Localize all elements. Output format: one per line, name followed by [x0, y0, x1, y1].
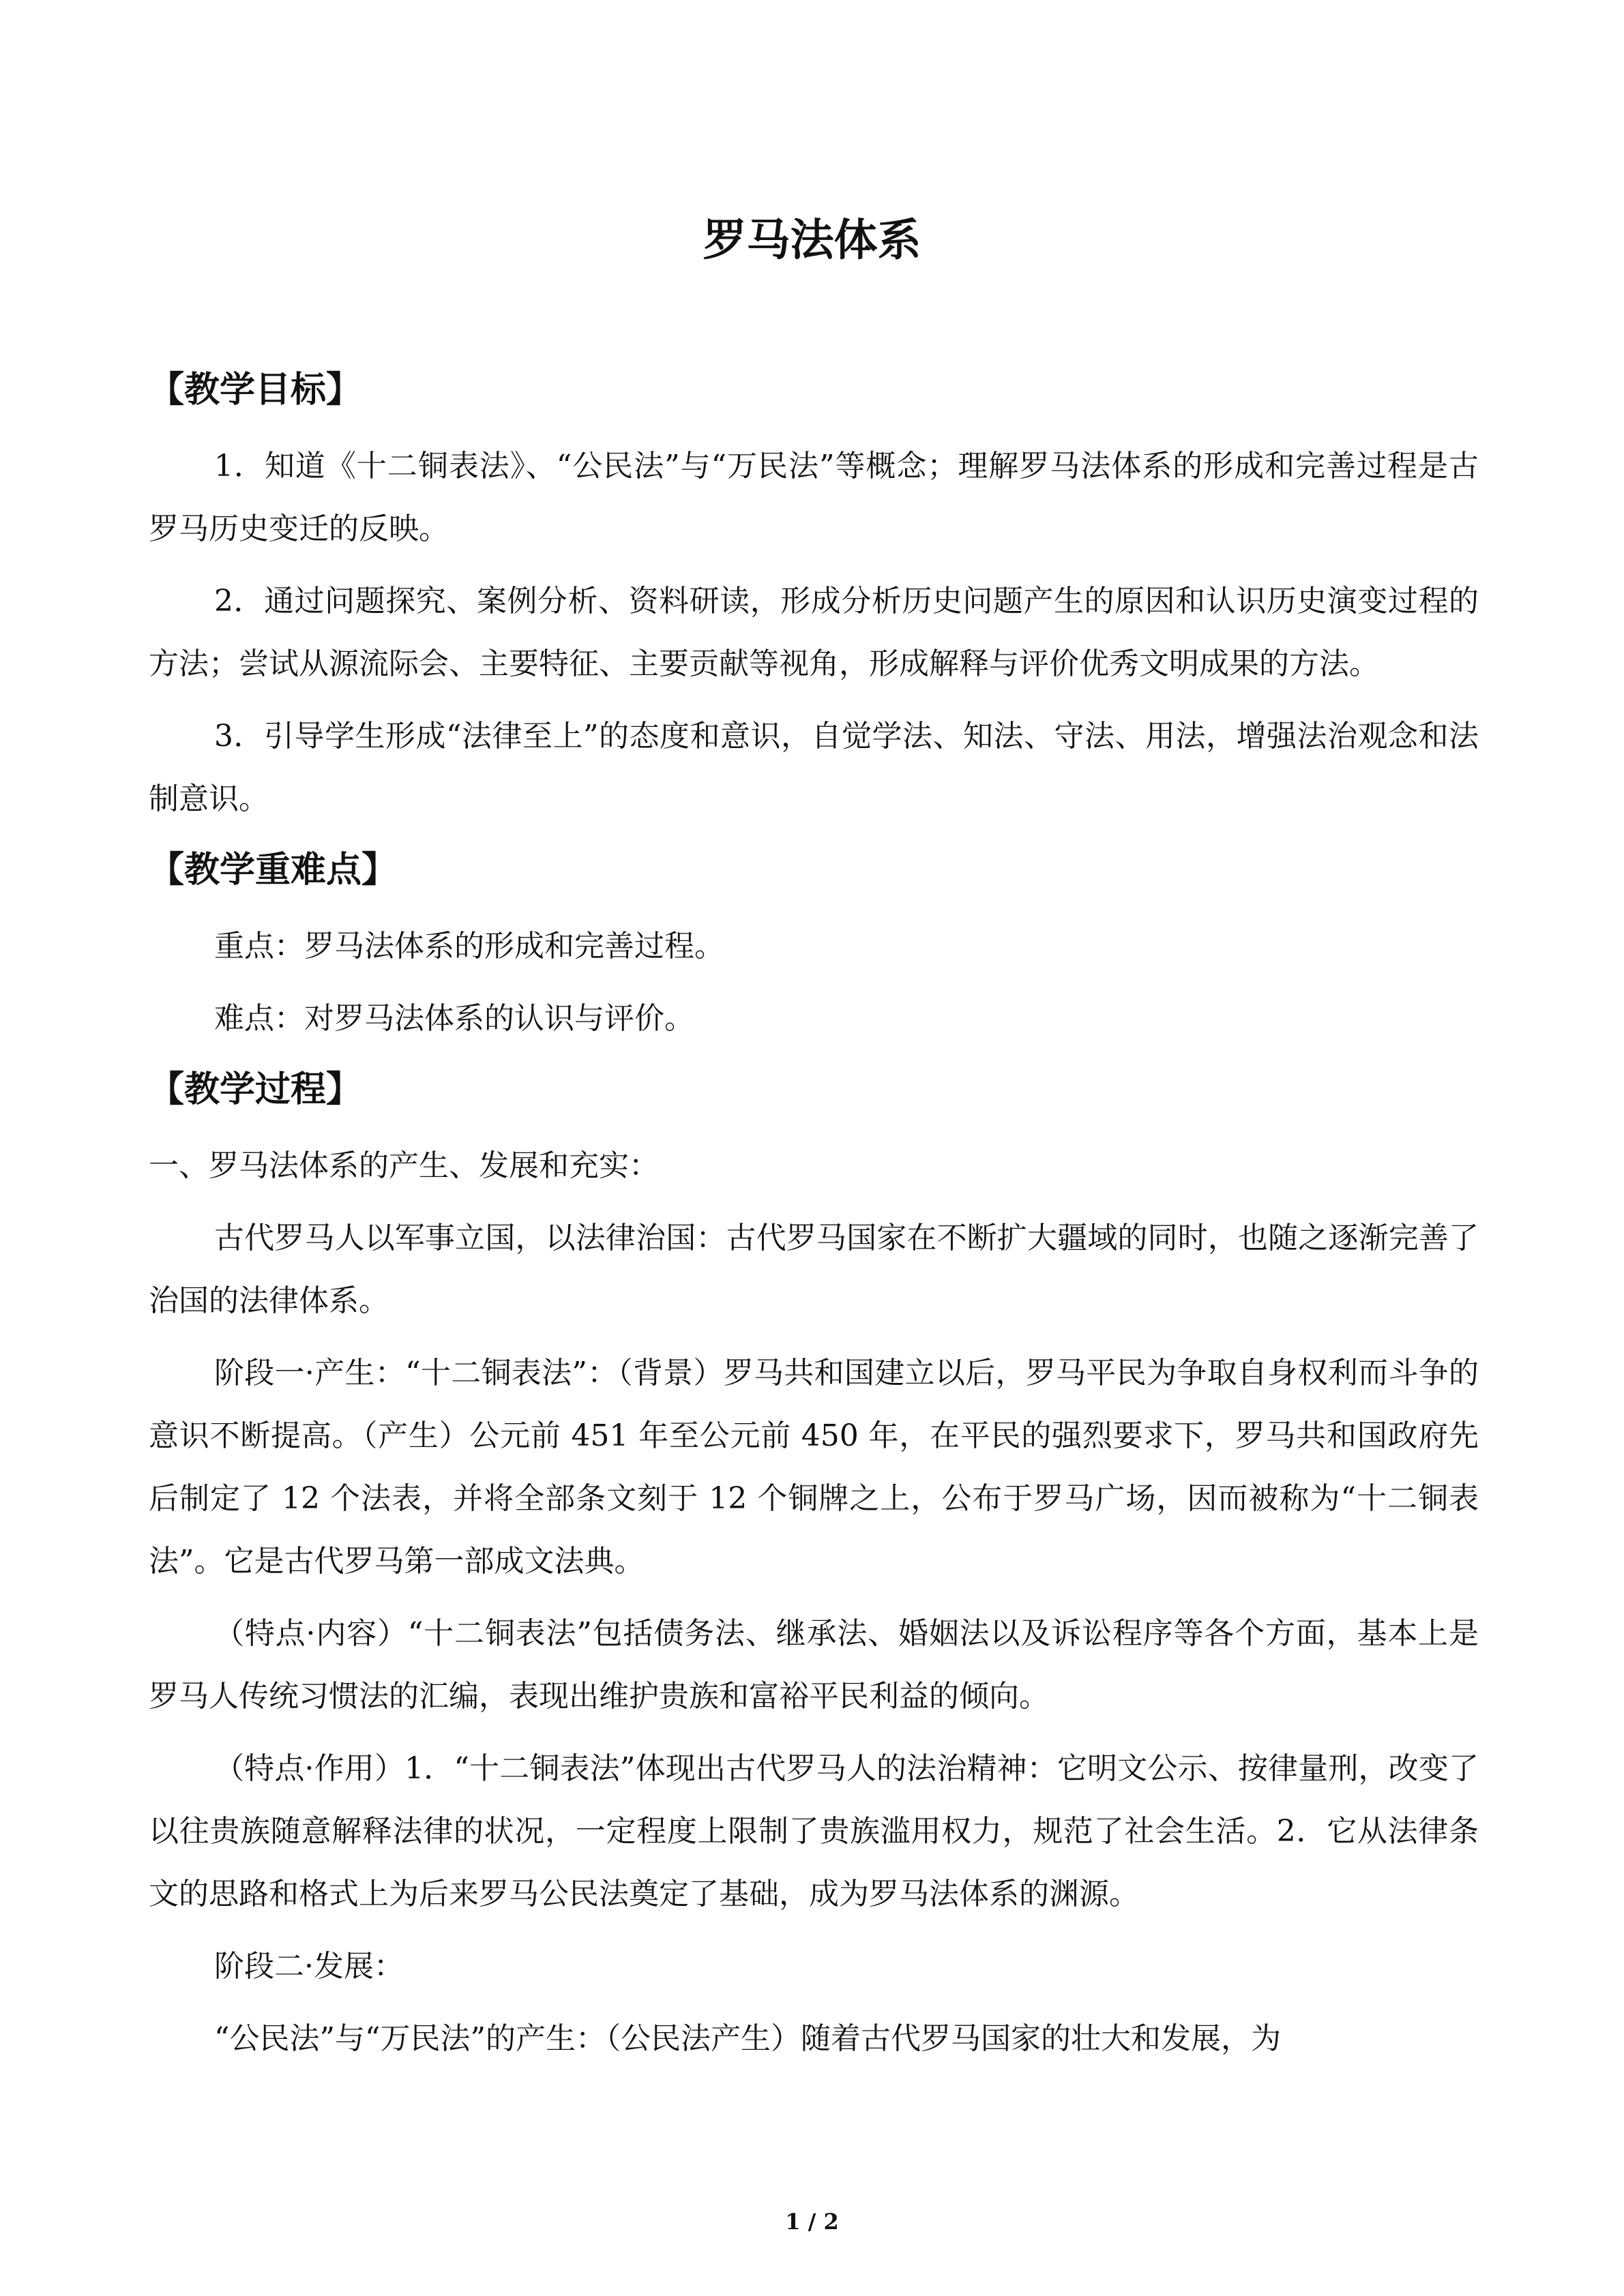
paragraph: “公民法”与“万民法”的产生：（公民法产生）随着古代罗马国家的壮大和发展，为: [214, 2021, 1281, 2056]
section-heading-teaching-goals: 【教学目标】: [149, 370, 362, 411]
paragraph: 阶段一·产生：“十二铜表法”：（背景）罗马共和国建立以后，罗马平民为争取自身权利而斗争的意识不断提高。（产生）公元前 451 年至公元前 450 年，在平民的强烈要求下，罗马共和国政府先后制定了 12 个法表，并将全部条文刻于 12 个铜牌之上，公布于罗马广场，因而被称为“十二铜表法”。它是古代罗马第一部成文法典。: [149, 1356, 1479, 1579]
document-body: [149, 360, 1479, 2070]
section-heading-key-points: 【教学重难点】: [149, 850, 398, 891]
subheading: 一、罗马法体系的产生、发展和充实：: [149, 1148, 659, 1183]
paragraph: 1．知道《十二铜表法》、“公民法”与“万民法”等概念；理解罗马法体系的形成和完善过程是古罗马历史变迁的反映。: [149, 449, 1479, 546]
paragraph: 3．引导学生形成“法律至上”的态度和意识，自觉学法、知法、守法、用法，增强法治观念和法制意识。: [149, 719, 1479, 816]
paragraph: （特点·内容）“十二铜表法”包括债务法、继承法、婚姻法以及诉讼程序等各个方面，基本上是罗马人传统习惯法的汇编，表现出维护贵族和富裕平民利益的倾向。: [149, 1616, 1479, 1714]
paragraph: 2．通过问题探究、案例分析、资料研读，形成分析历史问题产生的原因和认识历史演变过程的方法；尝试从源流际会、主要特征、主要贡献等视角，形成解释与评价优秀文明成果的方法。: [149, 584, 1479, 681]
paragraph: 古代罗马人以军事立国，以法律治国：古代罗马国家在不断扩大疆域的同时，也随之逐渐完善了治国的法律体系。: [149, 1221, 1479, 1318]
page-number: 1 / 2: [785, 2209, 839, 2235]
document-title: 罗马法体系: [703, 215, 921, 266]
paragraph: （特点·作用）1．“十二铜表法”体现出古代罗马人的法治精神：它明文公示、按律量刑，改变了以往贵族随意解释法律的状况，一定程度上限制了贵族滥用权力，规范了社会生活。2．它从法律条文的思路和格式上为后来罗马公民法奠定了基础，成为罗马法体系的渊源。: [149, 1751, 1479, 1911]
paragraph: 难点：对罗马法体系的认识与评价。: [214, 1001, 694, 1036]
section-heading-teaching-process: 【教学过程】: [149, 1069, 362, 1110]
paragraph: 阶段二·发展：: [214, 1949, 404, 1984]
paragraph: 重点：罗马法体系的形成和完善过程。: [214, 929, 724, 964]
